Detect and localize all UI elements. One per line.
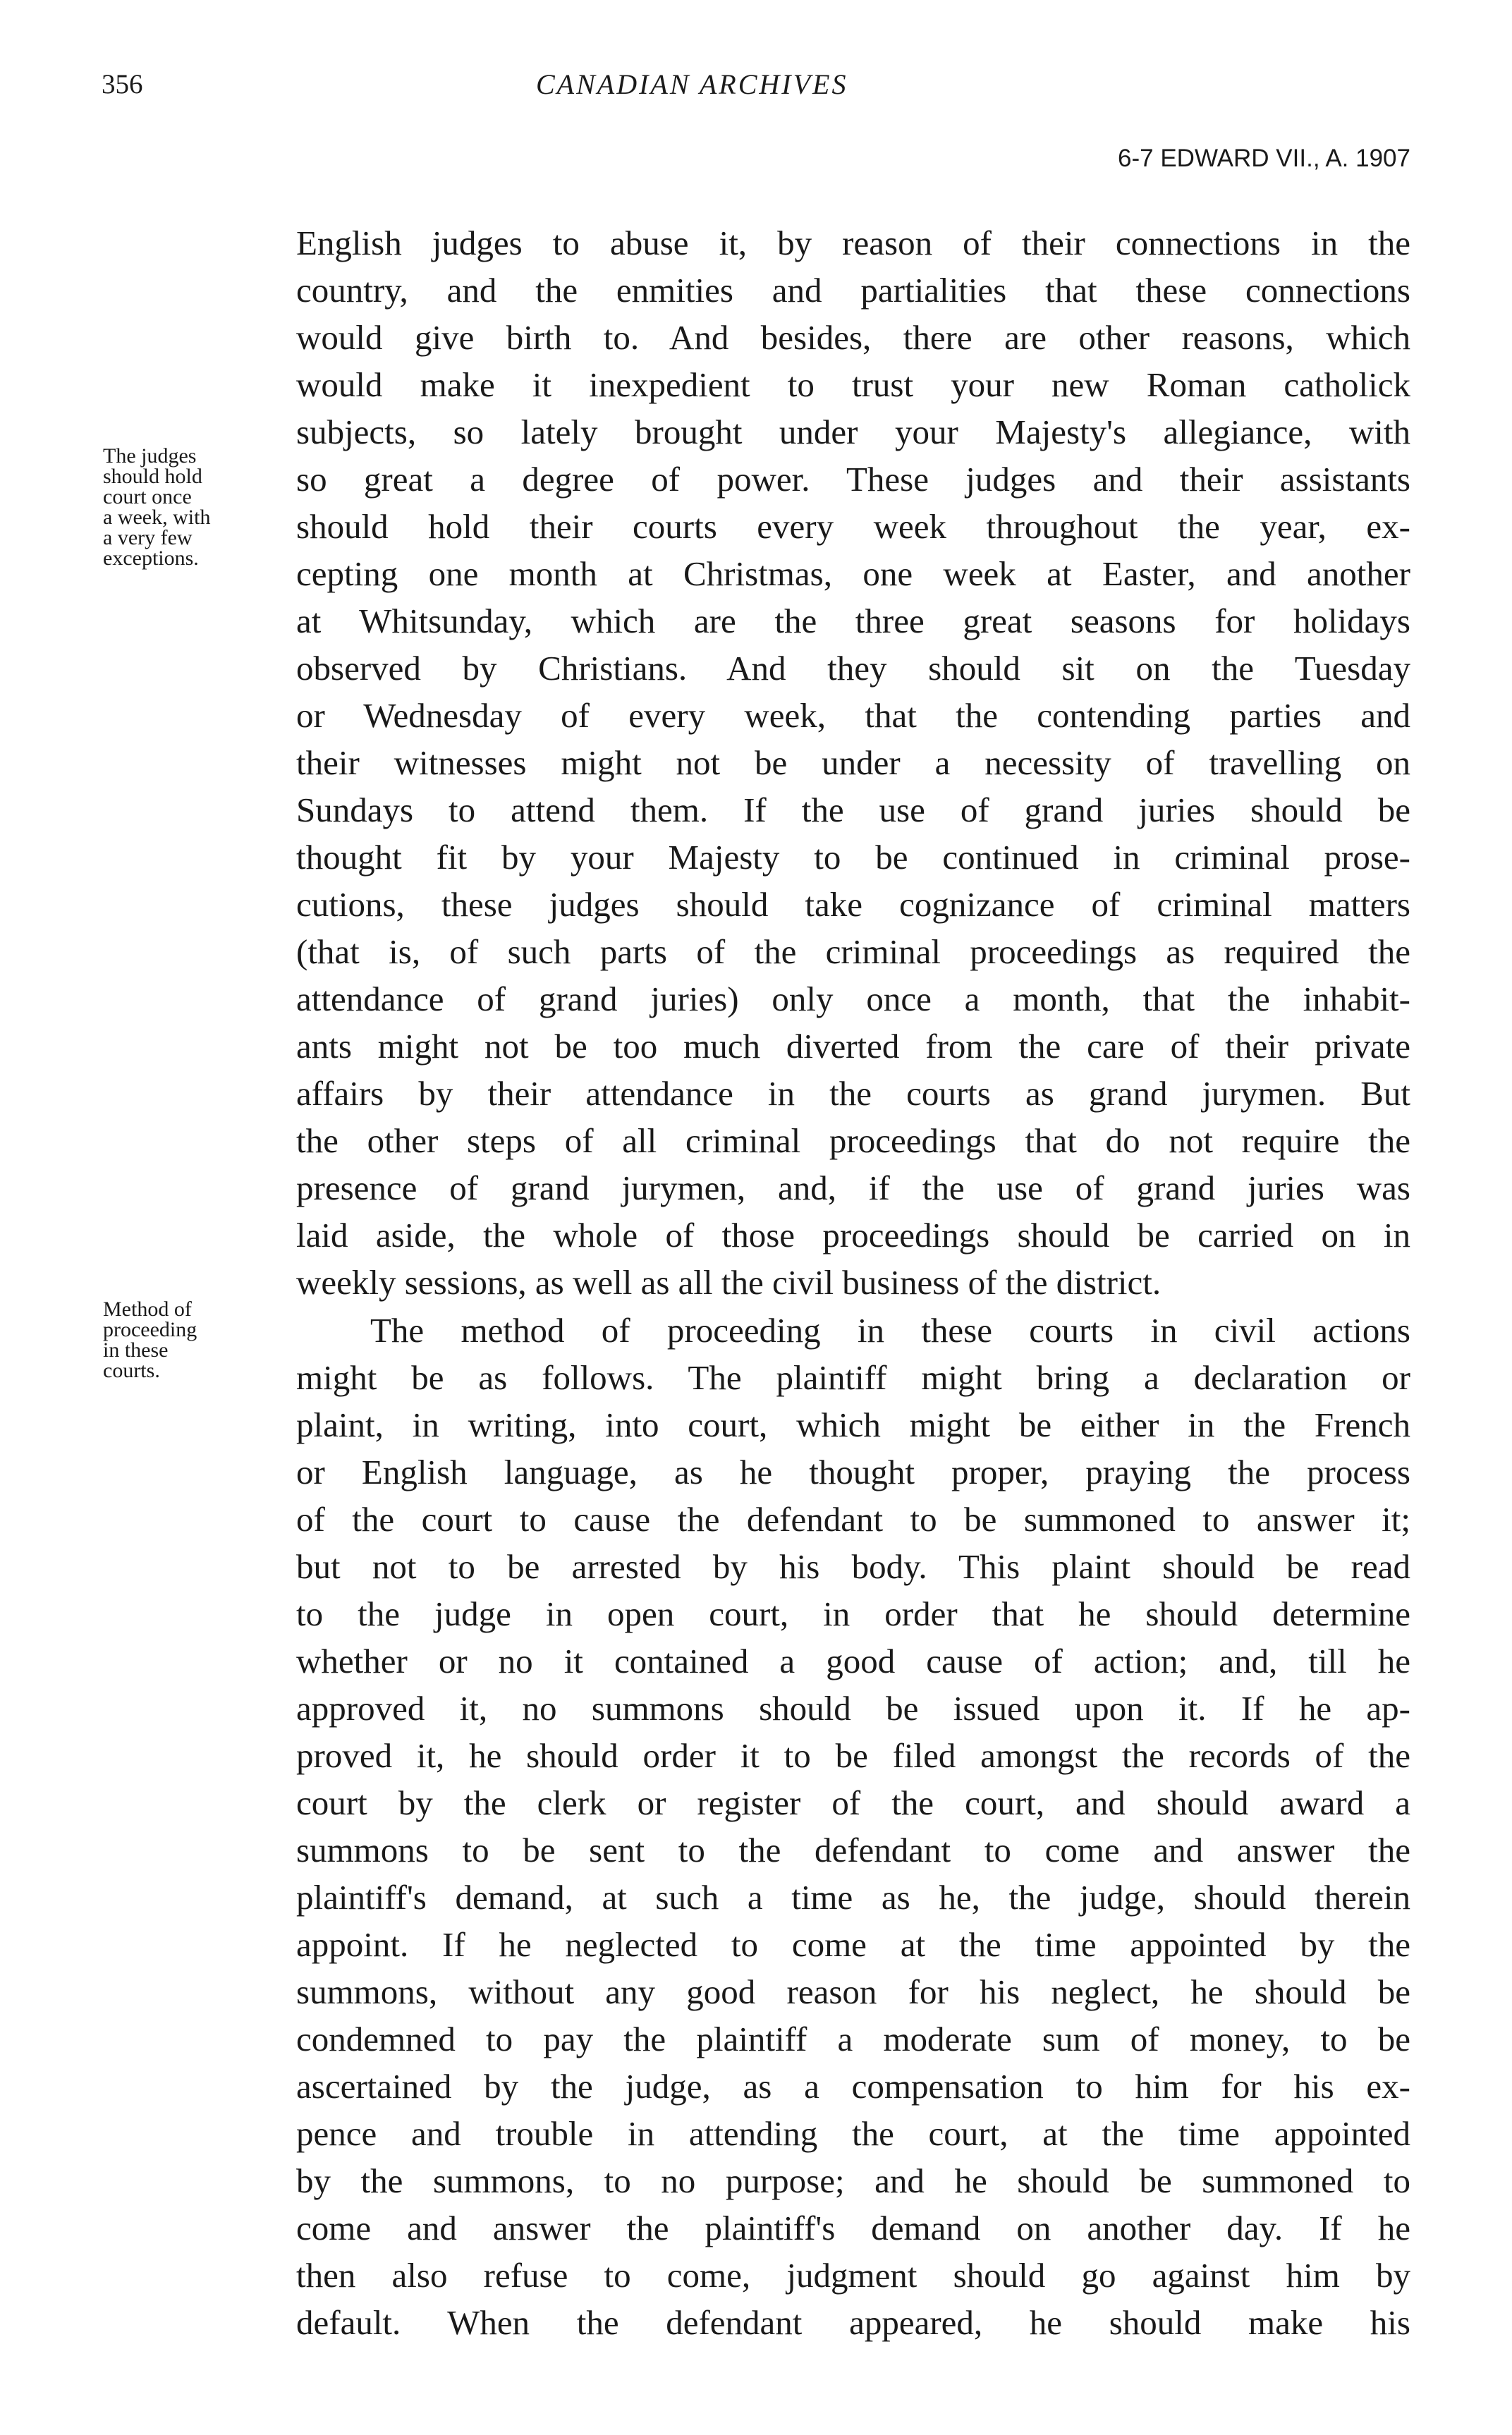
text-line: so great a degree of power. These judges and their assistants bbox=[296, 460, 1410, 499]
text-line: presence of grand jurymen, and, if the use of grand juries was bbox=[296, 1168, 1410, 1207]
margin-note-judges bbox=[103, 446, 272, 568]
text-line: plaint, in writing, into court, which might be either in the French bbox=[296, 1405, 1410, 1444]
margin-note-line: a very few bbox=[103, 526, 193, 549]
text-line: of the court to cause the defendant to be summoned to answer it; bbox=[296, 1500, 1410, 1539]
text-line: or English language, as he thought proper, praying the process bbox=[296, 1453, 1410, 1491]
text-line: appoint. If he neglected to come at the time appointed by the bbox=[296, 1925, 1410, 1964]
paragraph-2 bbox=[296, 1307, 1410, 2346]
margin-note-line: proceeding bbox=[103, 1318, 197, 1341]
text-line: by the summons, to no purpose; and he should be summoned to bbox=[296, 2161, 1410, 2200]
margin-note-line: a week, with bbox=[103, 506, 211, 529]
text-line: thought fit by your Majesty to be continued in criminal prose- bbox=[296, 838, 1410, 877]
text-line: laid aside, the whole of those proceedings should be carried on in bbox=[296, 1216, 1410, 1255]
text-line: English judges to abuse it, by reason of their connections in the bbox=[296, 224, 1410, 262]
text-line: observed by Christians. And they should sit on the Tuesday bbox=[296, 649, 1410, 688]
text-line: ants might not be too much diverted from the care of their private bbox=[296, 1027, 1410, 1066]
text-line: cutions, these judges should take cognizance of criminal matters bbox=[296, 885, 1410, 924]
text-line: would make it inexpedient to trust your new Roman catholick bbox=[296, 365, 1410, 404]
text-line: cepting one month at Christmas, one week at Easter, and another bbox=[296, 554, 1410, 593]
text-line: at Whitsunday, which are the three great seasons for holidays bbox=[296, 602, 1410, 640]
text-line: (that is, of such parts of the criminal proceedings as required the bbox=[296, 932, 1410, 971]
paragraph-1 bbox=[296, 219, 1410, 1306]
text-line: subjects, so lately brought under your Majesty's allegiance, with bbox=[296, 413, 1410, 451]
margin-note-line: courts. bbox=[103, 1359, 160, 1382]
text-line: or Wednesday of every week, that the contending parties and bbox=[296, 696, 1410, 735]
text-line: proved it, he should order it to be filed amongst the records of the bbox=[296, 1736, 1410, 1775]
text-line: plaintiff's demand, at such a time as he, the judge, should therein bbox=[296, 1878, 1410, 1917]
margin-note-method bbox=[103, 1299, 272, 1381]
text-line: summons to be sent to the defendant to come and answer the bbox=[296, 1831, 1410, 1869]
text-line: approved it, no summons should be issued upon it. If he ap- bbox=[296, 1689, 1410, 1728]
text-line: court by the clerk or register of the court, and should award a bbox=[296, 1783, 1410, 1822]
margin-note-line: The judges bbox=[103, 444, 197, 468]
text-line: whether or no it contained a good cause of action; and, till he bbox=[296, 1642, 1410, 1680]
text-line: should hold their courts every week throughout the year, ex- bbox=[296, 507, 1410, 546]
margin-note-line: in these bbox=[103, 1338, 169, 1362]
margin-note-line: exceptions. bbox=[103, 547, 199, 570]
text-line: weekly sessions, as well as all the civil business of the district. bbox=[296, 1263, 1162, 1302]
text-line: The method of proceeding in these courts in civil actions bbox=[370, 1311, 1410, 1350]
text-line: might be as follows. The plaintiff might bring a declaration or bbox=[296, 1358, 1410, 1397]
text-line: to the judge in open court, in order that he should determine bbox=[296, 1594, 1410, 1633]
text-line: then also refuse to come, judgment should go against him by bbox=[296, 2256, 1410, 2295]
text-line: but not to be arrested by his body. This plaint should be read bbox=[296, 1547, 1410, 1586]
margin-note-line: Method of bbox=[103, 1298, 192, 1321]
text-line: condemned to pay the plaintiff a moderate sum of money, to be bbox=[296, 2020, 1410, 2058]
text-line: ascertained by the judge, as a compensation to him for his ex- bbox=[296, 2067, 1410, 2106]
text-line: come and answer the plaintiff's demand on another day. If he bbox=[296, 2209, 1410, 2247]
margin-note-line: court once bbox=[103, 485, 192, 508]
text-line: country, and the enmities and partialities that these connections bbox=[296, 271, 1410, 310]
text-line: attendance of grand juries) only once a month, that the inhabit- bbox=[296, 980, 1410, 1018]
session-reference: 6-7 EDWARD VII., A. 1907 bbox=[1118, 145, 1410, 172]
text-line: would give birth to. And besides, there are other reasons, which bbox=[296, 318, 1410, 357]
text-line: affairs by their attendance in the courts as grand jurymen. But bbox=[296, 1074, 1410, 1113]
text-line: default. When the defendant appeared, he should make his bbox=[296, 2303, 1410, 2342]
text-line: Sundays to attend them. If the use of grand juries should be bbox=[296, 791, 1410, 829]
page-number: 356 bbox=[102, 69, 143, 99]
text-line: their witnesses might not be under a necessity of travelling on bbox=[296, 743, 1410, 782]
running-title: CANADIAN ARCHIVES bbox=[536, 68, 848, 100]
margin-note-line: should hold bbox=[103, 465, 202, 488]
text-line: the other steps of all criminal proceedings that do not require the bbox=[296, 1121, 1410, 1160]
text-line: pence and trouble in attending the court, at the time appointed bbox=[296, 2114, 1410, 2153]
text-line: summons, without any good reason for his neglect, he should be bbox=[296, 1972, 1410, 2011]
